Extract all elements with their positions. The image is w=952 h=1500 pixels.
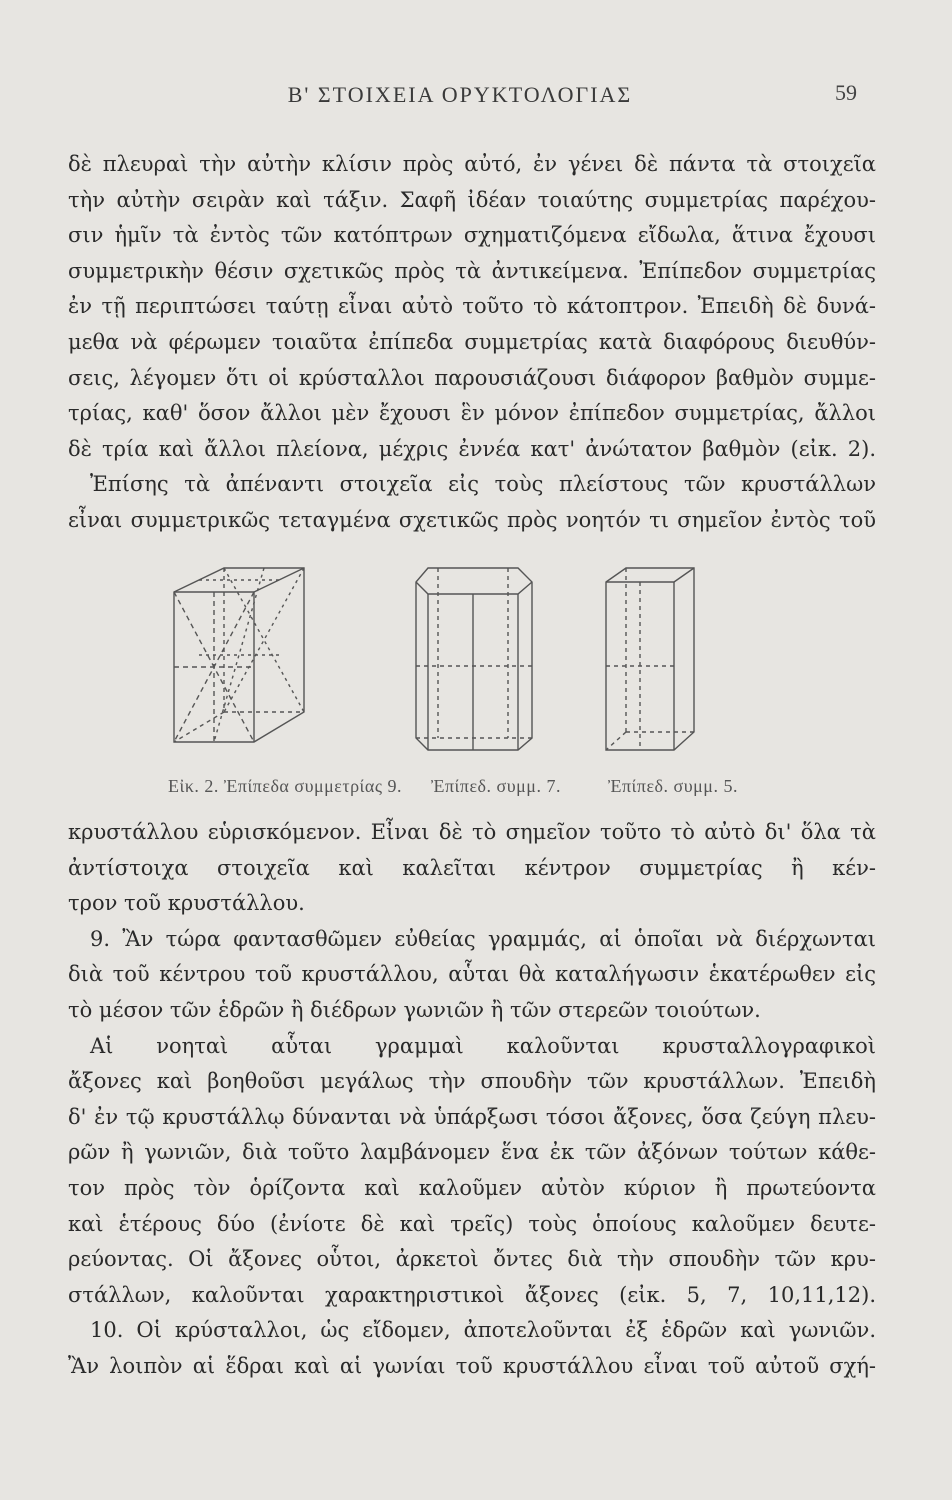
text-line: ἐν τῇ περιπτώσει ταύτῃ εἶναι αὐτὸ τοῦτο τὸ κάτοπτρον. Ἐπειδὴ δὲ δυνά- [68, 294, 876, 319]
text-line: δὲ πλευραὶ τὴν αὐτὴν κλίσιν πρὸς αὐτό, ἐν γένει δὲ πάντα τὰ στοιχεῖα [68, 152, 876, 176]
text-line: Ἂν λοιπὸν αἱ ἕδραι καὶ αἱ γωνίαι τοῦ κρυστάλλου εἶναι τοῦ αὐτοῦ σχή- [68, 1353, 876, 1378]
text-line: 9. Ἂν τώρα φαντασθῶμεν εὐθείας γραμμάς, αἱ ὁποῖαι νὰ διέρχωνται [90, 926, 876, 951]
text-line: ρῶν ἢ γωνιῶν, διὰ τοῦτο λαμβάνομεν ἕνα ἐκ τῶν ἀξόνων τούτων κάθε- [68, 1140, 876, 1165]
text-line: τὸ μέσον τῶν ἑδρῶν ἢ διέδρων γωνιῶν ἢ τῶν στερεῶν τοιούτων. [68, 997, 761, 1022]
crystal-cube-9-planes [174, 568, 304, 742]
crystal-figure [170, 562, 730, 767]
text-line: ρεύοντας. Οἱ ἄξονες οὗτοι, ἀρκετοὶ ὄντες διὰ τὴν σπουδὴν τῶν κρυ- [68, 1247, 876, 1272]
text-line: ἀντίστοιχα στοιχεῖα καὶ καλεῖται κέντρον συμμετρίας ἢ κέν- [68, 855, 876, 880]
text-line: καὶ ἑτέρους δύο (ἐνίοτε δὲ καὶ τρεῖς) τοὺς ὁποίους καλοῦμεν δευτε- [68, 1211, 876, 1236]
text-line: τρίας, καθ' ὅσον ἄλλοι μὲν ἔχουσι ἓν μόνον ἐπίπεδον συμμετρίας, ἄλλοι [68, 401, 876, 426]
page-number: 59 [835, 80, 857, 105]
text-line: διὰ τοῦ κέντρου τοῦ κρυστάλλου, αὗται θὰ καταλήγωσιν ἑκατέρωθεν εἰς [68, 962, 876, 987]
figure-caption [168, 776, 828, 797]
text-line: 10. Οἱ κρύσταλλοι, ὡς εἴδομεν, ἀποτελοῦνται ἐξ ἑδρῶν καὶ γωνιῶν. [90, 1318, 876, 1343]
text-line: ἄξονες καὶ βοηθοῦσι μεγάλως τὴν σπουδὴν τῶν κρυστάλλων. Ἐπειδὴ [68, 1069, 876, 1094]
crystal-prism-7-planes [416, 568, 532, 750]
text-line: συμμετρικὴν θέσιν σχετικῶς πρὸς τὰ ἀντικείμενα. Ἐπίπεδον συμμετρίας [68, 258, 876, 283]
text-line: στάλλων, καλοῦνται χαρακτηριστικοὶ ἄξονες (εἰκ. 5, 7, 10,11,12). [68, 1282, 876, 1307]
text-line: σεις, λέγομεν ὅτι οἱ κρύσταλλοι παρουσιάζουσι διάφορον βαθμὸν συμμε- [68, 365, 876, 390]
text-line: εἶναι συμμετρικῶς τεταγμένα σχετικῶς πρὸς νοητόν τι σημεῖον ἐντὸς τοῦ [68, 507, 876, 532]
text-line: κρυστάλλου εὑρισκόμενον. Εἶναι δὲ τὸ σημεῖον τοῦτο τὸ αὐτὸ δι' ὅλα τὰ [68, 820, 876, 844]
text-line: δὲ τρία καὶ ἄλλοι πλείονα, μέχρις ἐννέα κατ' ἀνώτατον βαθμὸν (εἰκ. 2). [68, 436, 876, 461]
caption-fig2: Εἰκ. 2. Ἐπίπεδα συμμετρίας 9. [168, 776, 402, 796]
text-line: τὴν αὐτὴν σειρὰν καὶ τάξιν. Σαφῆ ἰδέαν τοιαύτης συμμετρίας παρέχου- [68, 187, 876, 212]
text-line: Αἱ νοηταὶ αὗται γραμμαὶ καλοῦνται κρυσταλλογραφικοὶ [90, 1033, 876, 1058]
text-line: μεθα νὰ φέρωμεν τοιαῦτα ἐπίπεδα συμμετρίας κατὰ διαφόρους διευθύν- [68, 329, 876, 354]
text-line: Ἐπίσης τὰ ἀπέναντι στοιχεῖα εἰς τοὺς πλείστους τῶν κρυστάλλων [90, 472, 876, 497]
paragraph-bottom [68, 815, 876, 1385]
text-line: σιν ἡμῖν τὰ ἐντὸς τῶν κατόπτρων σχηματιζόμενα εἴδωλα, ἅτινα ἔχουσι [68, 223, 876, 248]
text-line: δ' ἐν τῷ κρυστάλλῳ δύνανται νὰ ὑπάρξωσι τόσοι ἄξονες, ὅσα ζεύγη πλευ- [68, 1104, 876, 1129]
running-header: Β' ΣΤΟΙΧΕΙΑ ΟΡΥΚΤΟΛΟΓΙΑΣ [287, 82, 633, 107]
paragraph-top [68, 147, 876, 539]
caption-fig-5: Ἐπίπεδ. συμμ. 5. [608, 776, 738, 796]
crystal-drawings [170, 562, 730, 767]
text-line: τρον τοῦ κρυστάλλου. [68, 891, 305, 916]
crystal-prism-5-planes [606, 568, 694, 750]
caption-fig-7: Ἐπίπεδ. συμμ. 7. [431, 776, 561, 796]
text-line: τον πρὸς τὸν ὁρίζοντα καὶ καλοῦμεν αὐτὸν κύριον ἢ πρωτεύοντα [68, 1175, 876, 1200]
